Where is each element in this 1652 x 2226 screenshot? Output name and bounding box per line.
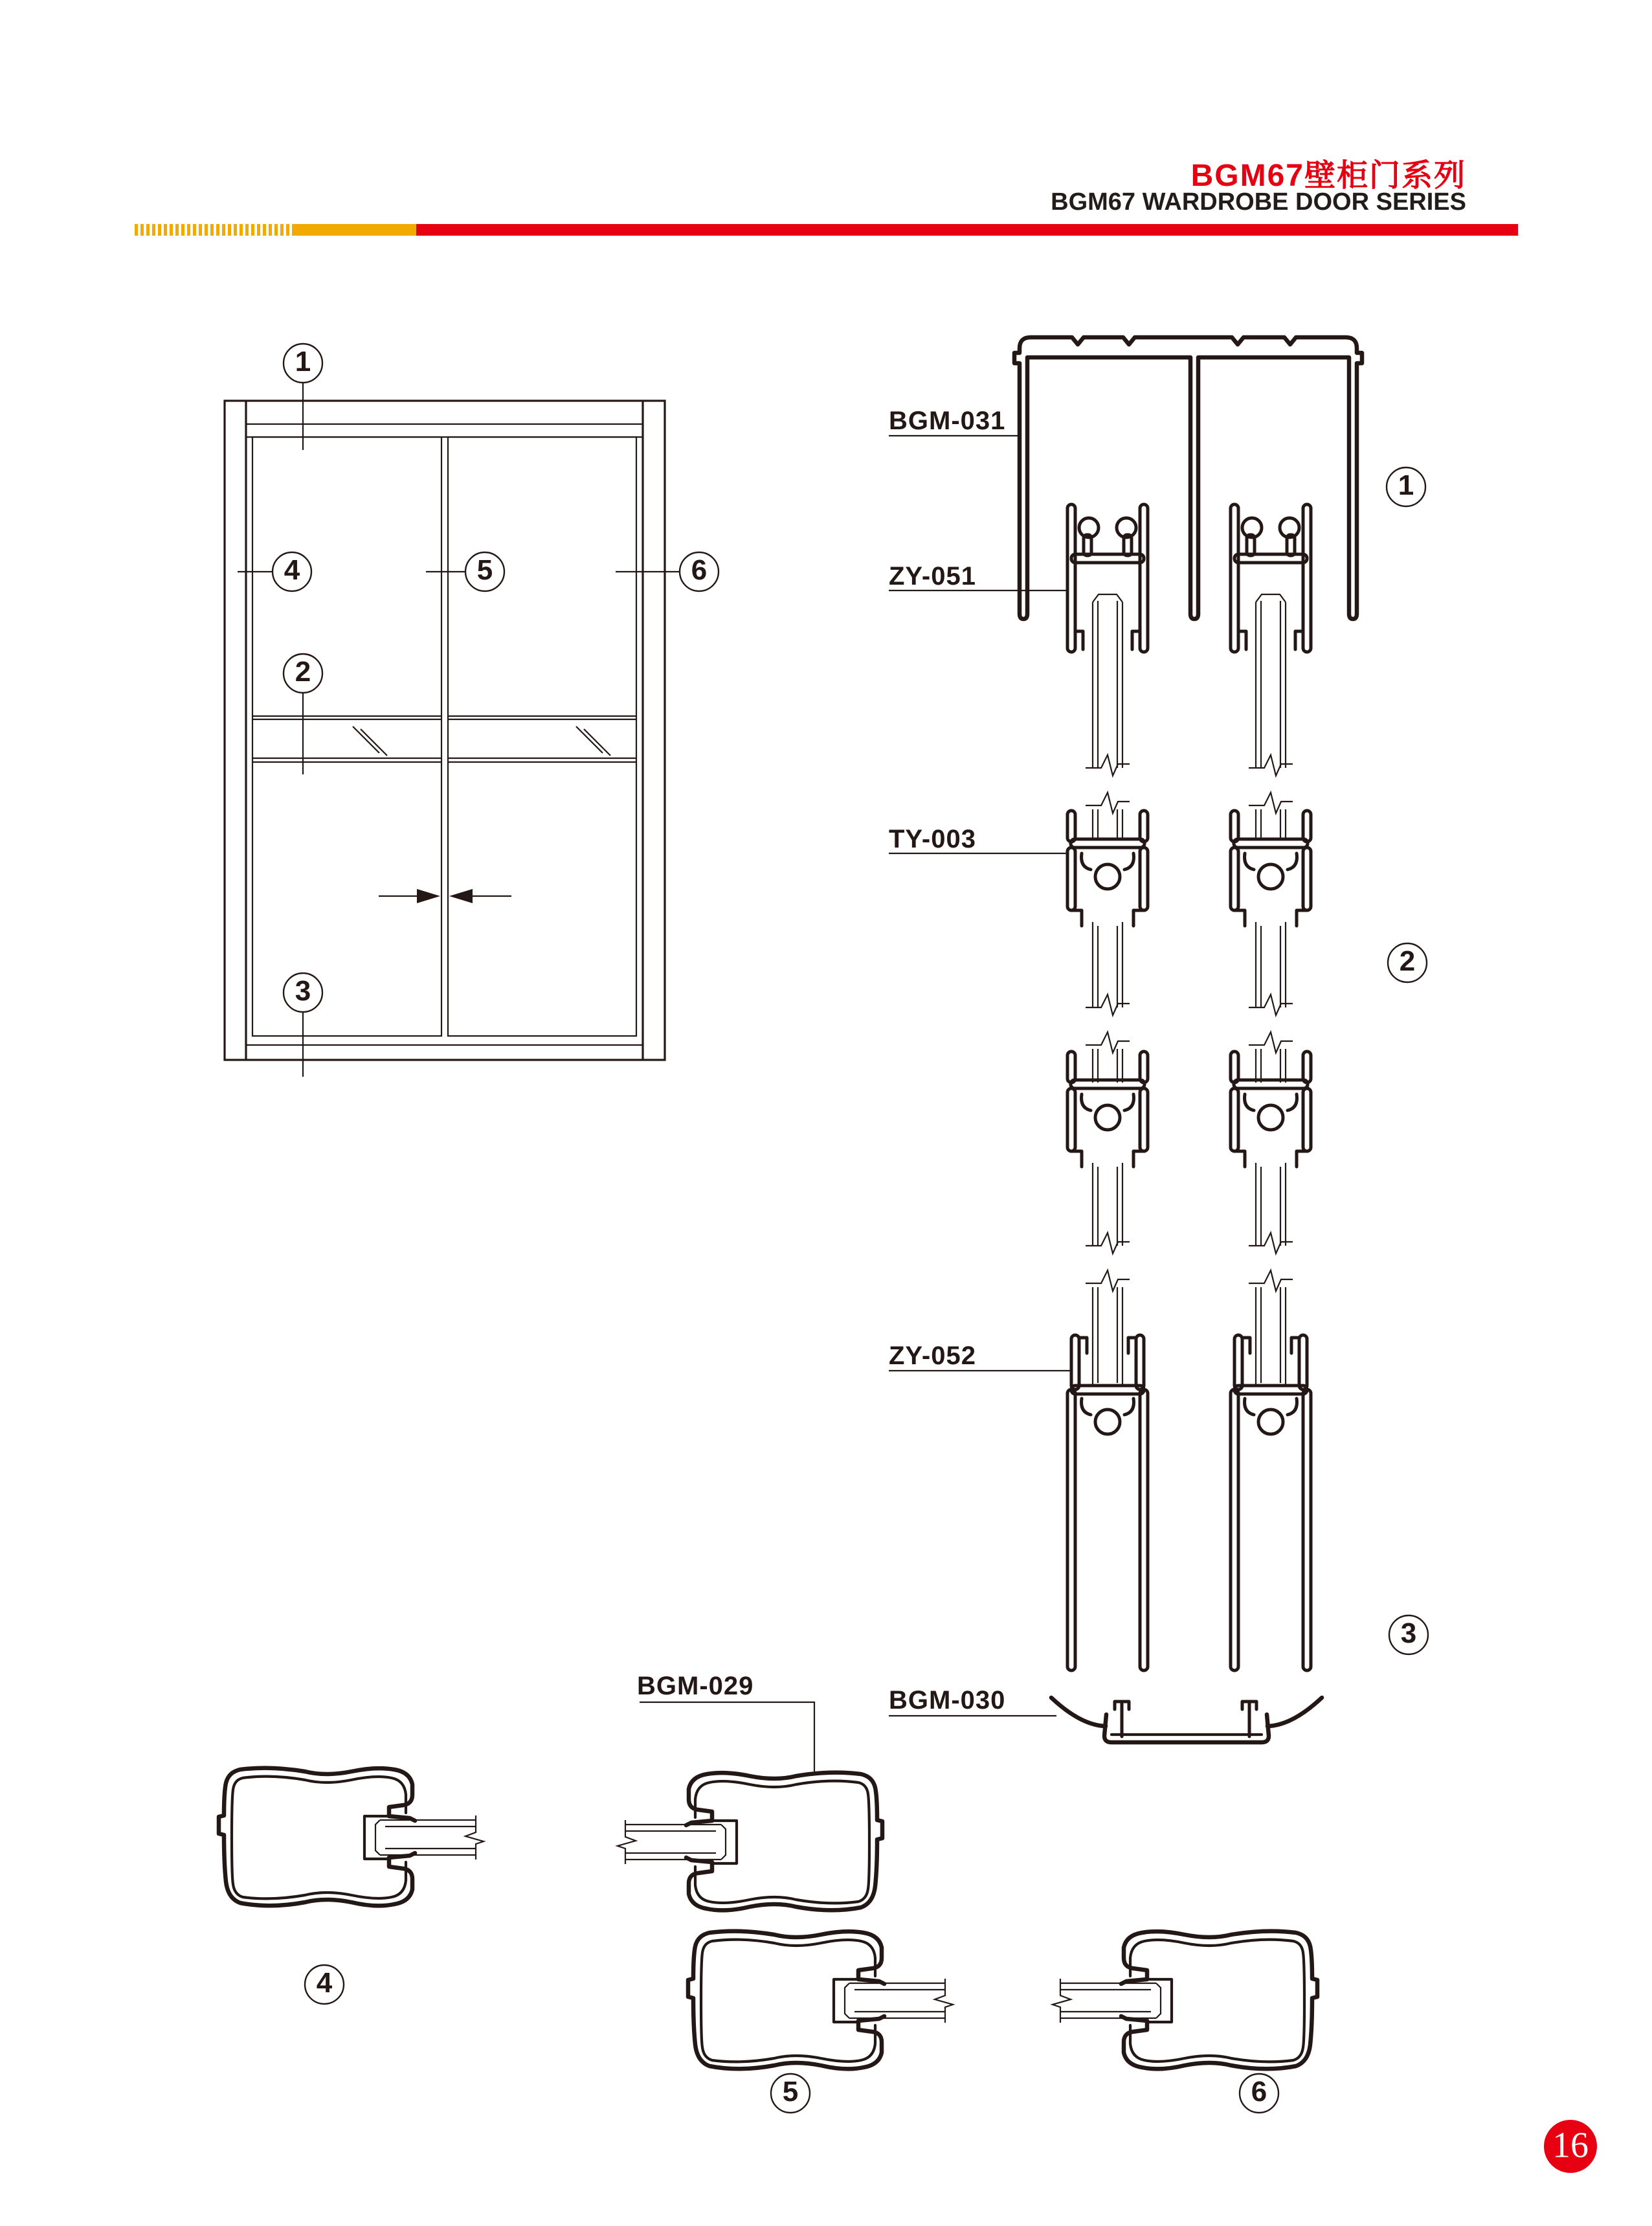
- page-title-chinese: BGM67壁柜门系列: [1190, 159, 1466, 193]
- bgm-029-leader-line: [640, 1702, 814, 1771]
- callout-5: 5: [476, 554, 493, 586]
- elevation-callout-circles: [238, 344, 719, 1077]
- label-zy-051: ZY-051: [889, 562, 976, 590]
- page-title-english: BGM67 WARDROBE DOOR SERIES: [1051, 188, 1466, 216]
- section-callout-2: 2: [1399, 945, 1416, 977]
- label-bgm-031: BGM-031: [889, 407, 1006, 435]
- door-elevation: [225, 344, 719, 1077]
- bgm-030-profile: [1051, 1698, 1322, 1742]
- callout-2: 2: [295, 656, 311, 688]
- stile-details: [219, 1702, 1317, 2113]
- gap-dimension-arrows: [379, 889, 511, 903]
- detail-callout-6: 6: [1251, 2076, 1267, 2108]
- section-callout-1: 1: [1398, 469, 1414, 501]
- label-ty-003: TY-003: [889, 825, 976, 853]
- callout-6: 6: [691, 554, 708, 586]
- callout-3: 3: [295, 975, 311, 1007]
- callout-4: 4: [284, 554, 300, 586]
- label-zy-052: ZY-052: [889, 1342, 976, 1370]
- stile-section-5-top-bgm029: [618, 1773, 882, 1911]
- stile-section-5-bottom: [688, 1931, 953, 2069]
- stile-section-6: [1053, 1931, 1317, 2069]
- section-callout-circles: [1387, 467, 1428, 1654]
- stile-section-4: [219, 1768, 484, 1906]
- detail-callout-5: 5: [782, 2076, 799, 2108]
- vertical-section: [889, 337, 1428, 1742]
- glass-hatch-marks: [353, 726, 610, 756]
- label-bgm-030: BGM-030: [889, 1686, 1006, 1714]
- page-number: 16: [1552, 2125, 1589, 2166]
- section-leader-lines: [889, 436, 1070, 1716]
- label-bgm-029: BGM-029: [637, 1672, 754, 1700]
- detail-callout-4: 4: [316, 1967, 333, 1999]
- callout-1: 1: [295, 346, 311, 377]
- right-door-column-section: [1231, 504, 1311, 1670]
- section-callout-3: 3: [1400, 1617, 1417, 1649]
- left-door-column-section: [1067, 504, 1148, 1670]
